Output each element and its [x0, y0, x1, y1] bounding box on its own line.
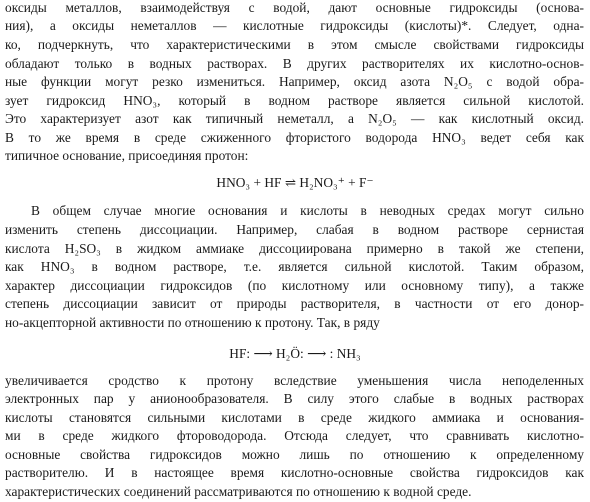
text-line: обладают только в водных растворах. В других растворителях их кислотно-основ- [5, 56, 584, 71]
text-line: увеличивается сродство к протону вследствие уменьшения числа неподеленных [5, 373, 584, 388]
text-line: ния), а оксиды неметаллов — кислотные гидроксиды (кислоты)*. Следует, одна- [5, 18, 584, 33]
text-line: но-акцепторной активности по отношению к протону. Так, в ряду [5, 315, 380, 330]
text-line: изменить степень диссоциации. Например, слабая в водном растворе сернистая [5, 222, 584, 237]
text-line: ко, подчеркнуть, что характеристическими в этом смысле свойствами гидроксиды [5, 37, 584, 52]
text-line: характер диссоциации гидроксидов (по кислотному или основному типу), а также [5, 278, 584, 293]
text-line: Это характеризует азот как типичный неметалл, а N₂O₅ — как кислотный оксид. [5, 111, 584, 126]
text-line: степень диссоциации зависит от природы растворителя, в частности от его донор- [5, 296, 584, 311]
equation-proton-affinity-series: HF: ⟶ H₂Ö: ⟶ : NH₃ [229, 346, 361, 361]
text-line: В общем случае многие основания и кислоты в неводных средах могут сильно [31, 203, 584, 218]
text-line: электронных пар у анионообразователя. В силу этого слабые в водных растворах [5, 391, 584, 406]
text-line: характеристических соединений рассматриваются по отношению к водной среде. [5, 484, 472, 499]
text-line: ми в среде жидкого фтороводорода. Отсюда следует, что сравнивать кислотно- [5, 428, 584, 443]
text-line: кислоты становятся сильными кислотами в среде жидкого аммиака и основания- [5, 410, 584, 425]
text-line: типичное основание, присоединяя протон: [5, 148, 249, 163]
text-line: оксиды металлов, взаимодействуя с водой, дают основные гидроксиды (основа- [5, 0, 584, 15]
text-line: растворителю. И в настоящее время кислотно-основные свойства гидроксидов как [5, 465, 584, 480]
text-line: кислота H₂SO₃ в жидком аммиаке диссоциирована примерно в такой же степени, [5, 241, 584, 256]
equation-hno3-hf: HNO₃ + HF ⇌ H₂NO₃⁺ + F⁻ [216, 175, 374, 190]
text-line: зует гидроксид HNO₃, который в водном растворе является сильной кислотой. [5, 93, 584, 108]
text-line: как HNO₃ в водном растворе, т.е. является сильной кислотой. Таким образом, [5, 259, 584, 274]
text-line: В то же время в среде сжиженного фтористого водорода HNO₃ ведет себя как [5, 130, 584, 145]
text-line: ные функции могут резко измениться. Например, оксид азота N₂O₅ с водой обра- [5, 74, 584, 89]
text-line: основные свойства гидроксидов можно лишь по отношению к определенному [5, 447, 584, 462]
